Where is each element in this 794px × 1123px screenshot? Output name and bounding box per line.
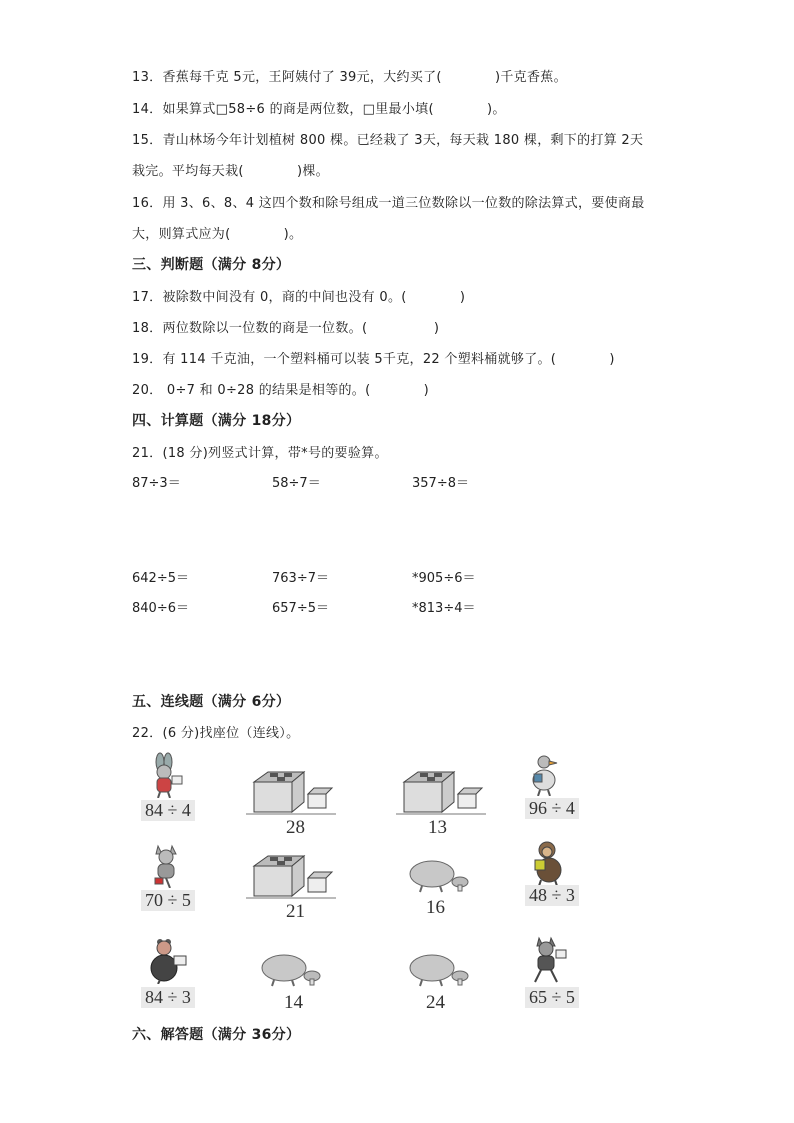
division-label: 65 ÷ 5: [525, 987, 579, 1008]
seat-number: 16: [426, 897, 445, 918]
seat-number: 14: [284, 992, 303, 1013]
seat-box-icon: [246, 852, 336, 902]
question-16: 16．用 3、6、8、4 这四个数和除号组成一道三位数除以一位数的除法算式，要使商最: [132, 196, 645, 211]
seat-number: 24: [426, 992, 445, 1013]
calc-2: 58÷7＝: [272, 476, 321, 491]
division-label: 84 ÷ 4: [141, 800, 195, 821]
calc-4: 642÷5＝: [132, 571, 189, 586]
question-18: 18．两位数除以一位数的商是一位数。( ): [132, 321, 440, 336]
calc-7: 840÷6＝: [132, 601, 189, 616]
monkey-icon: [527, 838, 567, 886]
fox-icon: [527, 934, 571, 984]
calc-9: *813÷4＝: [412, 601, 476, 616]
division-label: 48 ÷ 3: [525, 885, 579, 906]
question-15-cont: 栽完。平均每天栽( )棵。: [132, 164, 329, 179]
calc-1: 87÷3＝: [132, 476, 181, 491]
question-22: 22．(6 分)找座位（连线）。: [132, 726, 300, 741]
mushroom-stone-icon: [404, 952, 472, 988]
seat-number: 28: [286, 817, 305, 838]
mushroom-stone-icon: [256, 952, 324, 988]
section-3-title: 三、判断题（满分 8分）: [132, 257, 291, 273]
mushroom-stone-icon: [404, 858, 472, 894]
calc-8: 657÷5＝: [272, 601, 329, 616]
question-21: 21．(18 分)列竖式计算，带*号的要验算。: [132, 446, 388, 461]
cat-icon: [146, 842, 186, 888]
question-19: 19．有 114 千克油，一个塑料桶可以装 5千克，22 个塑料桶就够了。( ): [132, 352, 615, 367]
division-label: 96 ÷ 4: [525, 798, 579, 819]
question-20: 20． 0÷7 和 0÷28 的结果是相等的。( ): [132, 383, 430, 398]
calc-3: 357÷8＝: [412, 476, 469, 491]
question-15: 15．青山林场今年计划植树 800 棵。已经栽了 3天，每天栽 180 棵，剩下的打算 2天: [132, 133, 644, 148]
bear-icon: [146, 936, 190, 984]
section-4-title: 四、计算题（满分 18分）: [132, 413, 301, 429]
division-label: 70 ÷ 5: [141, 890, 195, 911]
seat-box-icon: [396, 768, 486, 818]
seat-number: 21: [286, 901, 305, 922]
calc-5: 763÷7＝: [272, 571, 329, 586]
section-6-title: 六、解答题（满分 36分）: [132, 1027, 301, 1043]
rabbit-icon: [144, 752, 184, 798]
section-5-title: 五、连线题（满分 6分）: [132, 694, 291, 710]
question-17: 17．被除数中间没有 0，商的中间也没有 0。( ): [132, 290, 466, 305]
duck-icon: [526, 752, 566, 796]
question-14: 14．如果算式□58÷6 的商是两位数，□里最小填( )。: [132, 102, 506, 117]
question-13: 13．香蕉每千克 5元，王阿姨付了 39元，大约买了( )千克香蕉。: [132, 70, 567, 85]
seat-box-icon: [246, 768, 336, 818]
division-label: 84 ÷ 3: [141, 987, 195, 1008]
question-16-cont: 大，则算式应为( )。: [132, 227, 303, 242]
calc-6: *905÷6＝: [412, 571, 476, 586]
seat-number: 13: [428, 817, 447, 838]
